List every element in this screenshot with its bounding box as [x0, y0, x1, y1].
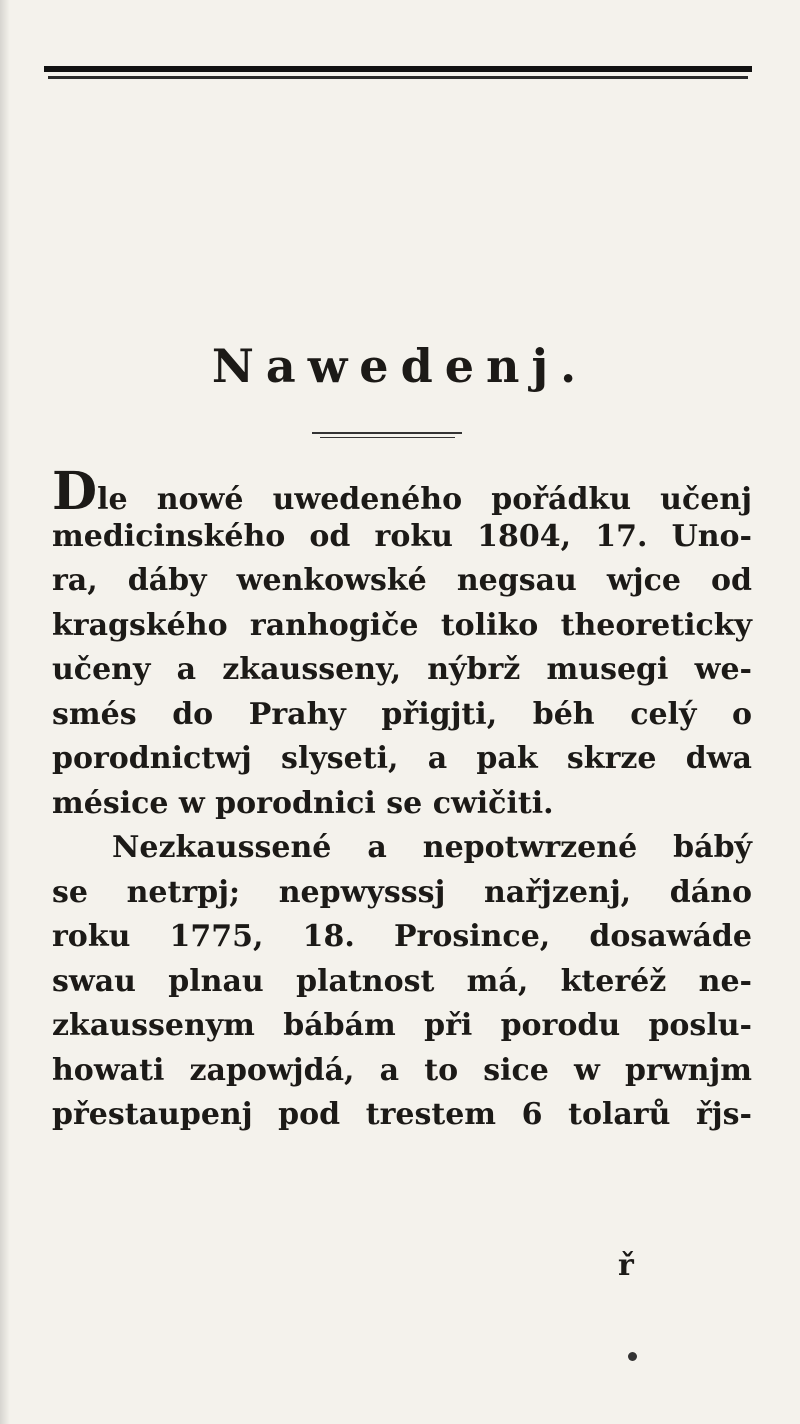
heading-underline: [312, 432, 462, 434]
text-line: Nezkaussené a nepotwrzené bábý: [112, 830, 752, 865]
text-line: howati zapowjdá, a to sice w prwnjm: [52, 1052, 752, 1088]
top-rule-thick: [44, 66, 752, 72]
text-line: [52, 461, 752, 522]
text-line: swau plnau platnost má, kteréž ne-: [52, 963, 752, 999]
ink-dot: [628, 1352, 637, 1361]
text-line: smés do Prahy přigjti, béh celý o: [52, 696, 752, 732]
top-rule-thin: [48, 76, 748, 79]
text-line: přestaupenj pod trestem 6 tolarů řjs-: [52, 1097, 752, 1132]
text-line: ra, dáby wenkowské negsau wjce od: [52, 563, 752, 598]
text-line: kragského ranhogiče toliko theoreticky: [52, 607, 752, 643]
text-line: medicinského od roku 1804, 17. Uno-: [52, 518, 752, 554]
catchword: ř: [618, 1248, 634, 1283]
first-line-text: le nowé uwedeného pořádku učenj: [97, 482, 752, 517]
text-line: roku 1775, 18. Prosince, dosawáde: [52, 919, 752, 954]
heading-underline-second: [320, 437, 455, 438]
text-line: učeny a zkausseny, nýbrž musegi we-: [52, 652, 752, 687]
text-line: se netrpj; nepwysssj nařjzenj, dáno: [52, 874, 752, 910]
section-heading: Nawedenj.: [211, 339, 589, 393]
text-line: porodnictwj slyseti, a pak skrze dwa: [52, 741, 752, 776]
body-text: [52, 461, 752, 1138]
drop-cap: D: [52, 461, 98, 522]
page-edge-shadow: [0, 0, 10, 1424]
text-line: mésice w porodnici se cwičiti.: [52, 785, 554, 821]
text-line: zkaussenym bábám při porodu poslu-: [52, 1008, 752, 1043]
